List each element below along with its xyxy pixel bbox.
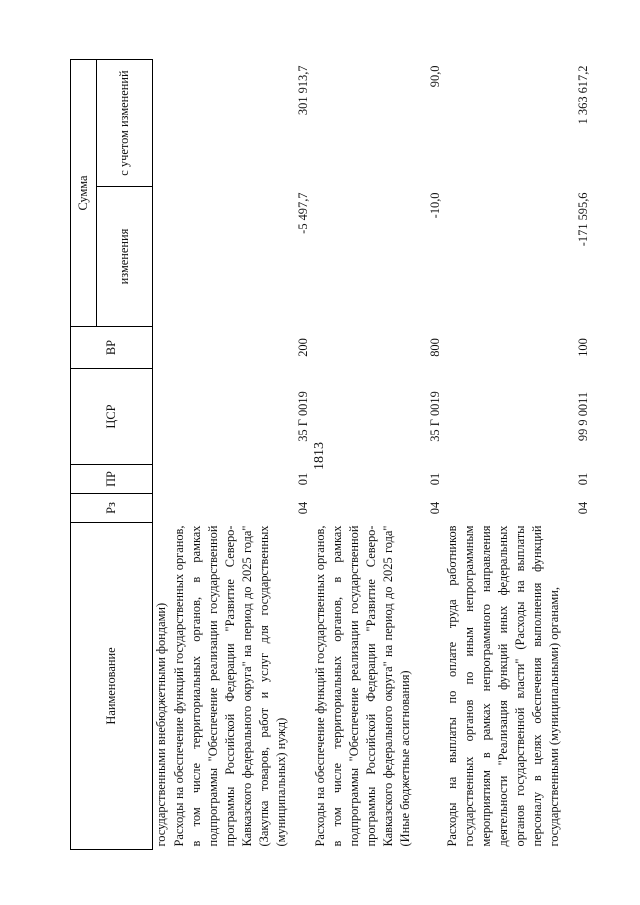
budget-table-rotated [70,60,610,850]
row-total: 90,0 [428,65,442,88]
row-name: Расходы на обеспечение функций государственных органов, в том числе территориальных органов, в рамках подпрограммы "Обеспечение реализации государственной программы Российской Федерации "Развитие Северо-Кавказского федерального округа" на период до 2025 года" (Закупка товаров, работ и услуг для государственных (муниципальных) нужд) [172,525,288,847]
table-row [171,60,312,850]
row-rz: 04 [576,501,590,515]
header-rz: Рз [71,494,153,523]
row-total: 1 363 617,2 [576,65,590,125]
continuation-text: государственными внебюджетными фондами) [154,602,168,847]
row-rz: 04 [428,501,442,515]
row-pr: 01 [576,472,590,486]
row-name: Расходы на обеспечение функций государственных органов, в том числе территориальных органов, в рамках подпрограммы "Обеспечение реализации государственной программы Российской Федерации "Развитие Северо-Кавказского федерального округа" на период до 2025 года" (Иные бюджетные ассигнования) [313,525,412,847]
header-csr: ЦСР [71,369,153,465]
row-csr: 35 Г 0019 [296,391,310,442]
row-change: -5 497,7 [296,192,310,234]
header-vr: ВР [71,327,153,369]
page-number: 1813 [312,442,327,470]
row-vr: 100 [576,338,590,357]
row-vr: 200 [296,338,310,357]
row-change: -10,0 [428,192,442,219]
table-row [444,60,592,850]
row-csr: 35 Г 0019 [428,391,442,442]
table-row [153,60,172,850]
row-name: Расходы на выплаты по оплате труда работников государственных органов по иным непрограммным мероприятиям в рамках непрограммного направления деятельности "Реализация функций иных федеральных органов государственной власти" (Расходы на выплаты персоналу в целях обеспечения выполнения функций государственными (муниципальными) органами, [445,525,561,847]
header-change: изменения [97,187,153,327]
row-pr: 01 [296,472,310,486]
budget-table [70,59,592,850]
row-total: 301 913,7 [296,65,310,116]
header-sum: Сумма [71,60,97,327]
header-name: Наименование [71,523,153,850]
row-pr: 01 [428,472,442,486]
table-row [312,60,444,850]
header-with-changes: с учетом изменений [97,60,153,187]
header-pr: ПР [71,465,153,494]
row-csr: 99 9 0011 [576,391,590,442]
row-change: -171 595,6 [576,192,590,247]
row-rz: 04 [296,501,310,515]
row-vr: 800 [428,338,442,357]
